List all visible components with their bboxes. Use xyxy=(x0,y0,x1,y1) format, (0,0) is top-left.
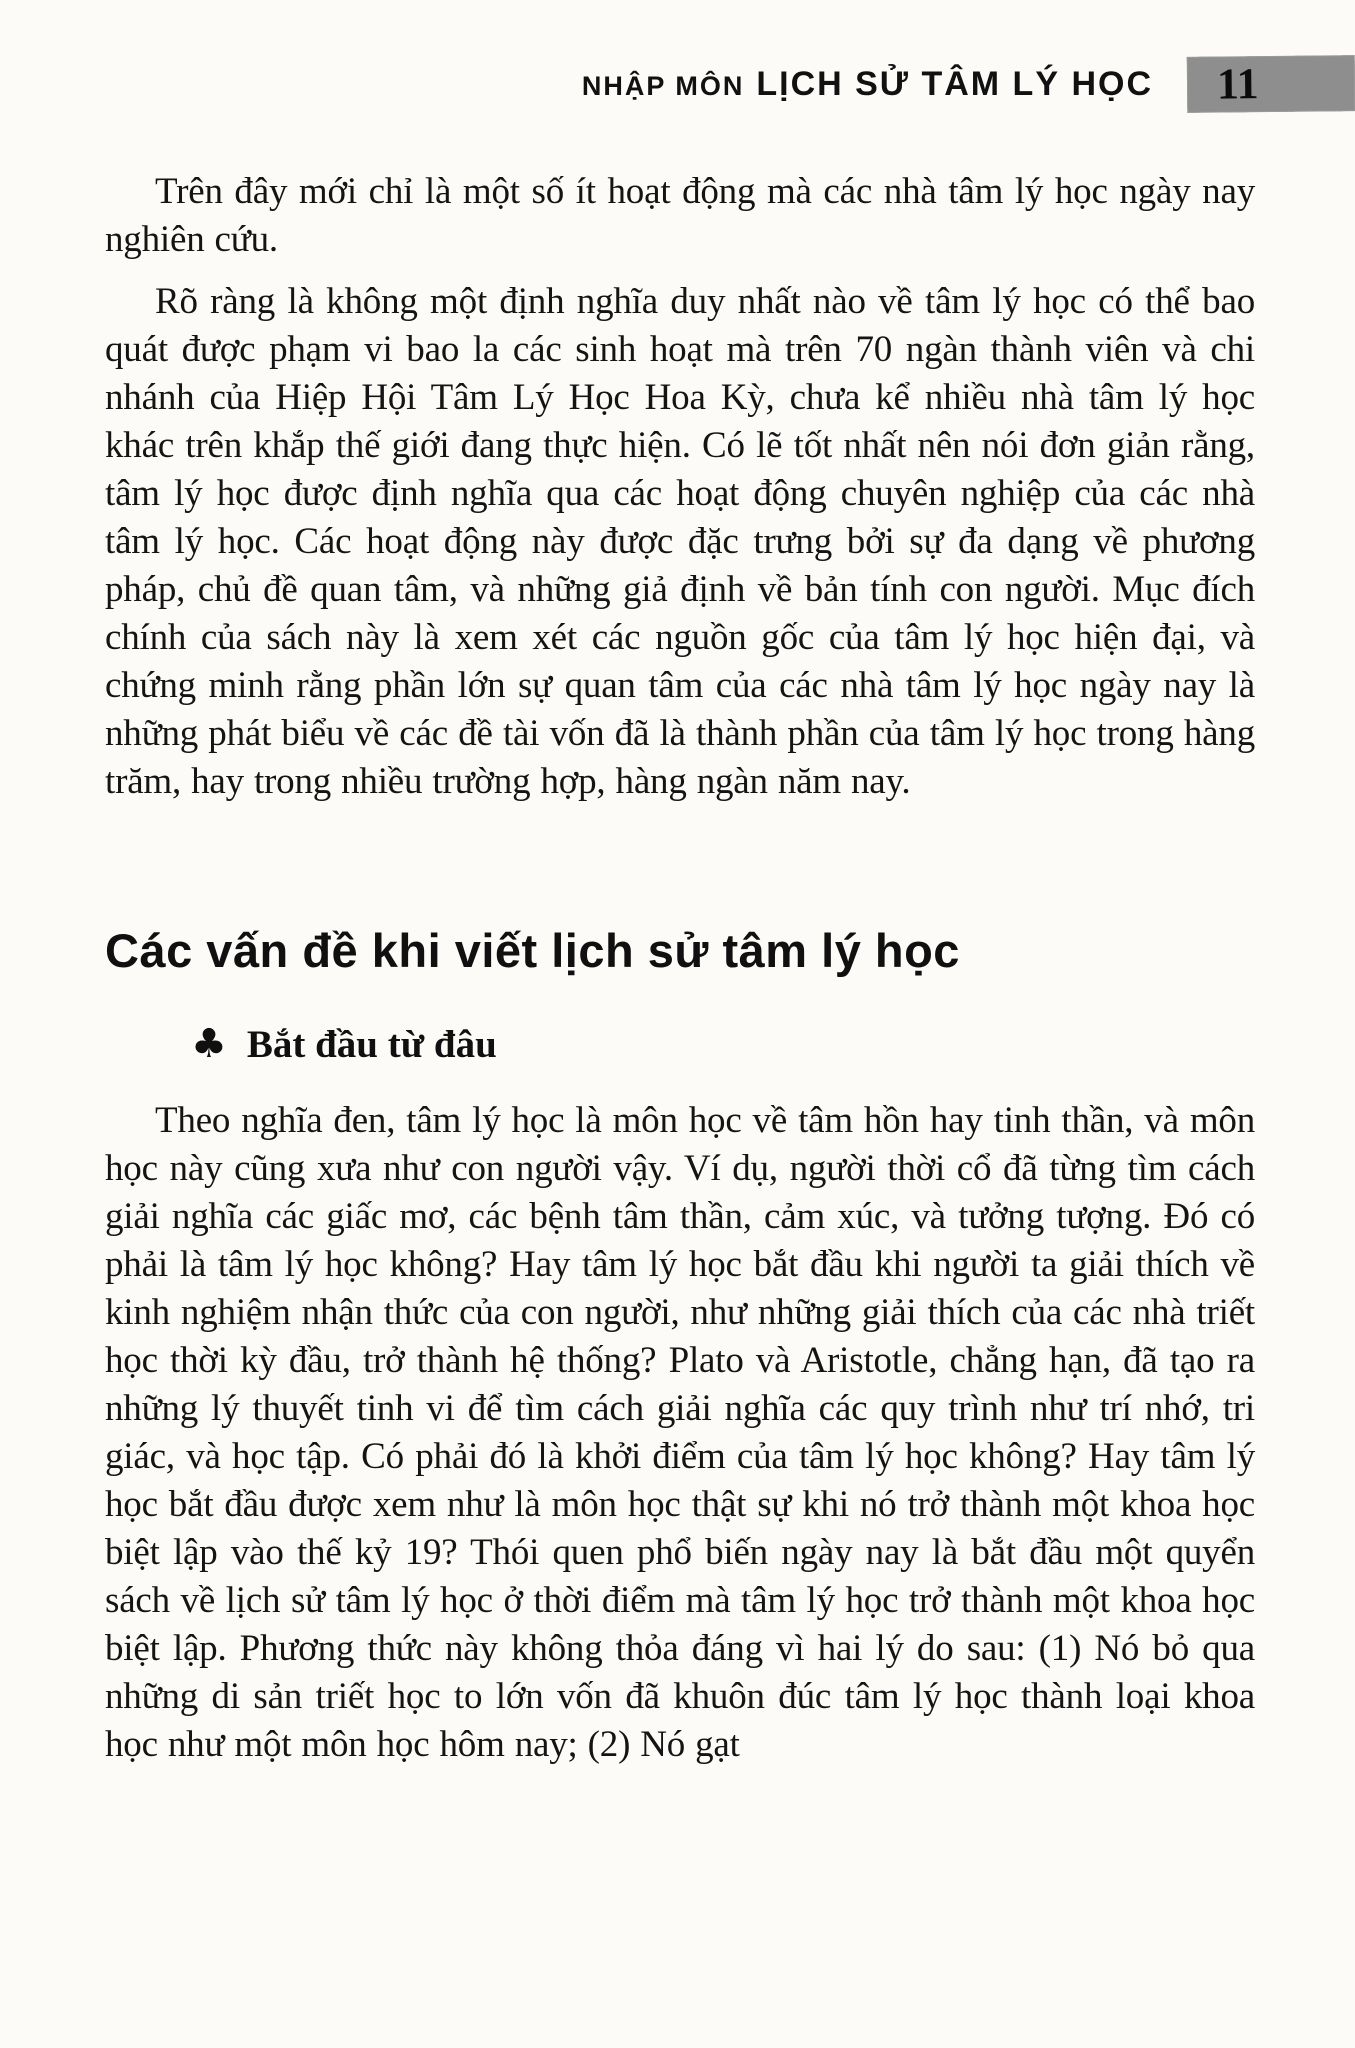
section-heading: Các vấn đề khi viết lịch sử tâm lý học xyxy=(105,924,960,977)
club-suit-icon: ♣ xyxy=(191,1021,227,1068)
book-title-main: LỊCH SỬ TÂM LÝ HỌC xyxy=(756,64,1153,103)
body-paragraph: Theo nghĩa đen, tâm lý học là môn học về tâm hồn hay tinh thần, và môn học này cũng xưa như con người vậy. Ví dụ, người thời cổ đã từng tìm cách giải nghĩa các giấc mơ, các bệnh tâm thần, cảm xúc, và tưởng tượng. Đó có phải là tâm lý học không? Hay tâm lý học bắt đầu khi người ta giải thích về kinh nghiệm nhận thức của con người, như những giải thích của các nhà triết học thời kỳ đầu, trở thành hệ thống? Plato và Aristotle, chẳng hạn, đã tạo ra những lý thuyết tinh vi để tìm cách giải nghĩa các quy trình như trí nhớ, tri giác, và học tập. Có phải đó là khởi điểm của tâm lý học không? Hay tâm lý học bắt đầu được xem như là môn học thật sự khi nó trở thành một khoa học biệt lập vào thế kỷ 19? Thói quen phổ biến ngày nay là bắt đầu một quyển sách về lịch sử tâm lý học ở thời điểm mà tâm lý học trở thành một khoa học biệt lập. Phương thức này không thỏa đáng vì hai lý do sau: (1) Nó bỏ qua những di sản triết học to lớn vốn đã khuôn đúc tâm lý học thành loại khoa học như một môn học hôm nay; (2) Nó gạt xyxy=(105,1100,1255,1766)
running-head xyxy=(0,52,1355,116)
page-number: 11 xyxy=(1216,59,1259,109)
intro-paragraph-1: Trên đây mới chỉ là một số ít hoạt động mà các nhà tâm lý học ngày nay nghiên cứu. xyxy=(105,171,1255,260)
intro-paragraph-2: Rõ ràng là không một định nghĩa duy nhất nào về tâm lý học có thể bao quát được phạm vi bao la các sinh hoạt mà trên 70 ngàn thành viên và chi nhánh của Hiệp Hội Tâm Lý Học Hoa Kỳ, chưa kể nhiều nhà tâm lý học khác trên khắp thế giới đang thực hiện. Có lẽ tốt nhất nên nói đơn giản rằng, tâm lý học được định nghĩa qua các hoạt động chuyên nghiệp của các nhà tâm lý học. Các hoạt động này được đặc trưng bởi sự đa dạng về phương pháp, chủ đề quan tâm, và những giả định về bản tính con người. Mục đích chính của sách này là xem xét các nguồn gốc của tâm lý học hiện đại, và chứng minh rằng phần lớn sự quan tâm của các nhà tâm lý học ngày nay là những phát biểu về các đề tài vốn đã là thành phần của tâm lý học trong hàng trăm, hay trong nhiều trường hợp, hàng ngàn năm nay. xyxy=(105,281,1255,802)
running-head-title xyxy=(582,65,1153,104)
subsection-heading xyxy=(191,1022,1255,1067)
subsection-title: Bắt đầu từ đâu xyxy=(246,1023,497,1067)
book-title-prefix: NHẬP MÔN xyxy=(581,70,745,101)
page-number-box xyxy=(1187,55,1355,113)
page-body xyxy=(105,168,1255,1783)
